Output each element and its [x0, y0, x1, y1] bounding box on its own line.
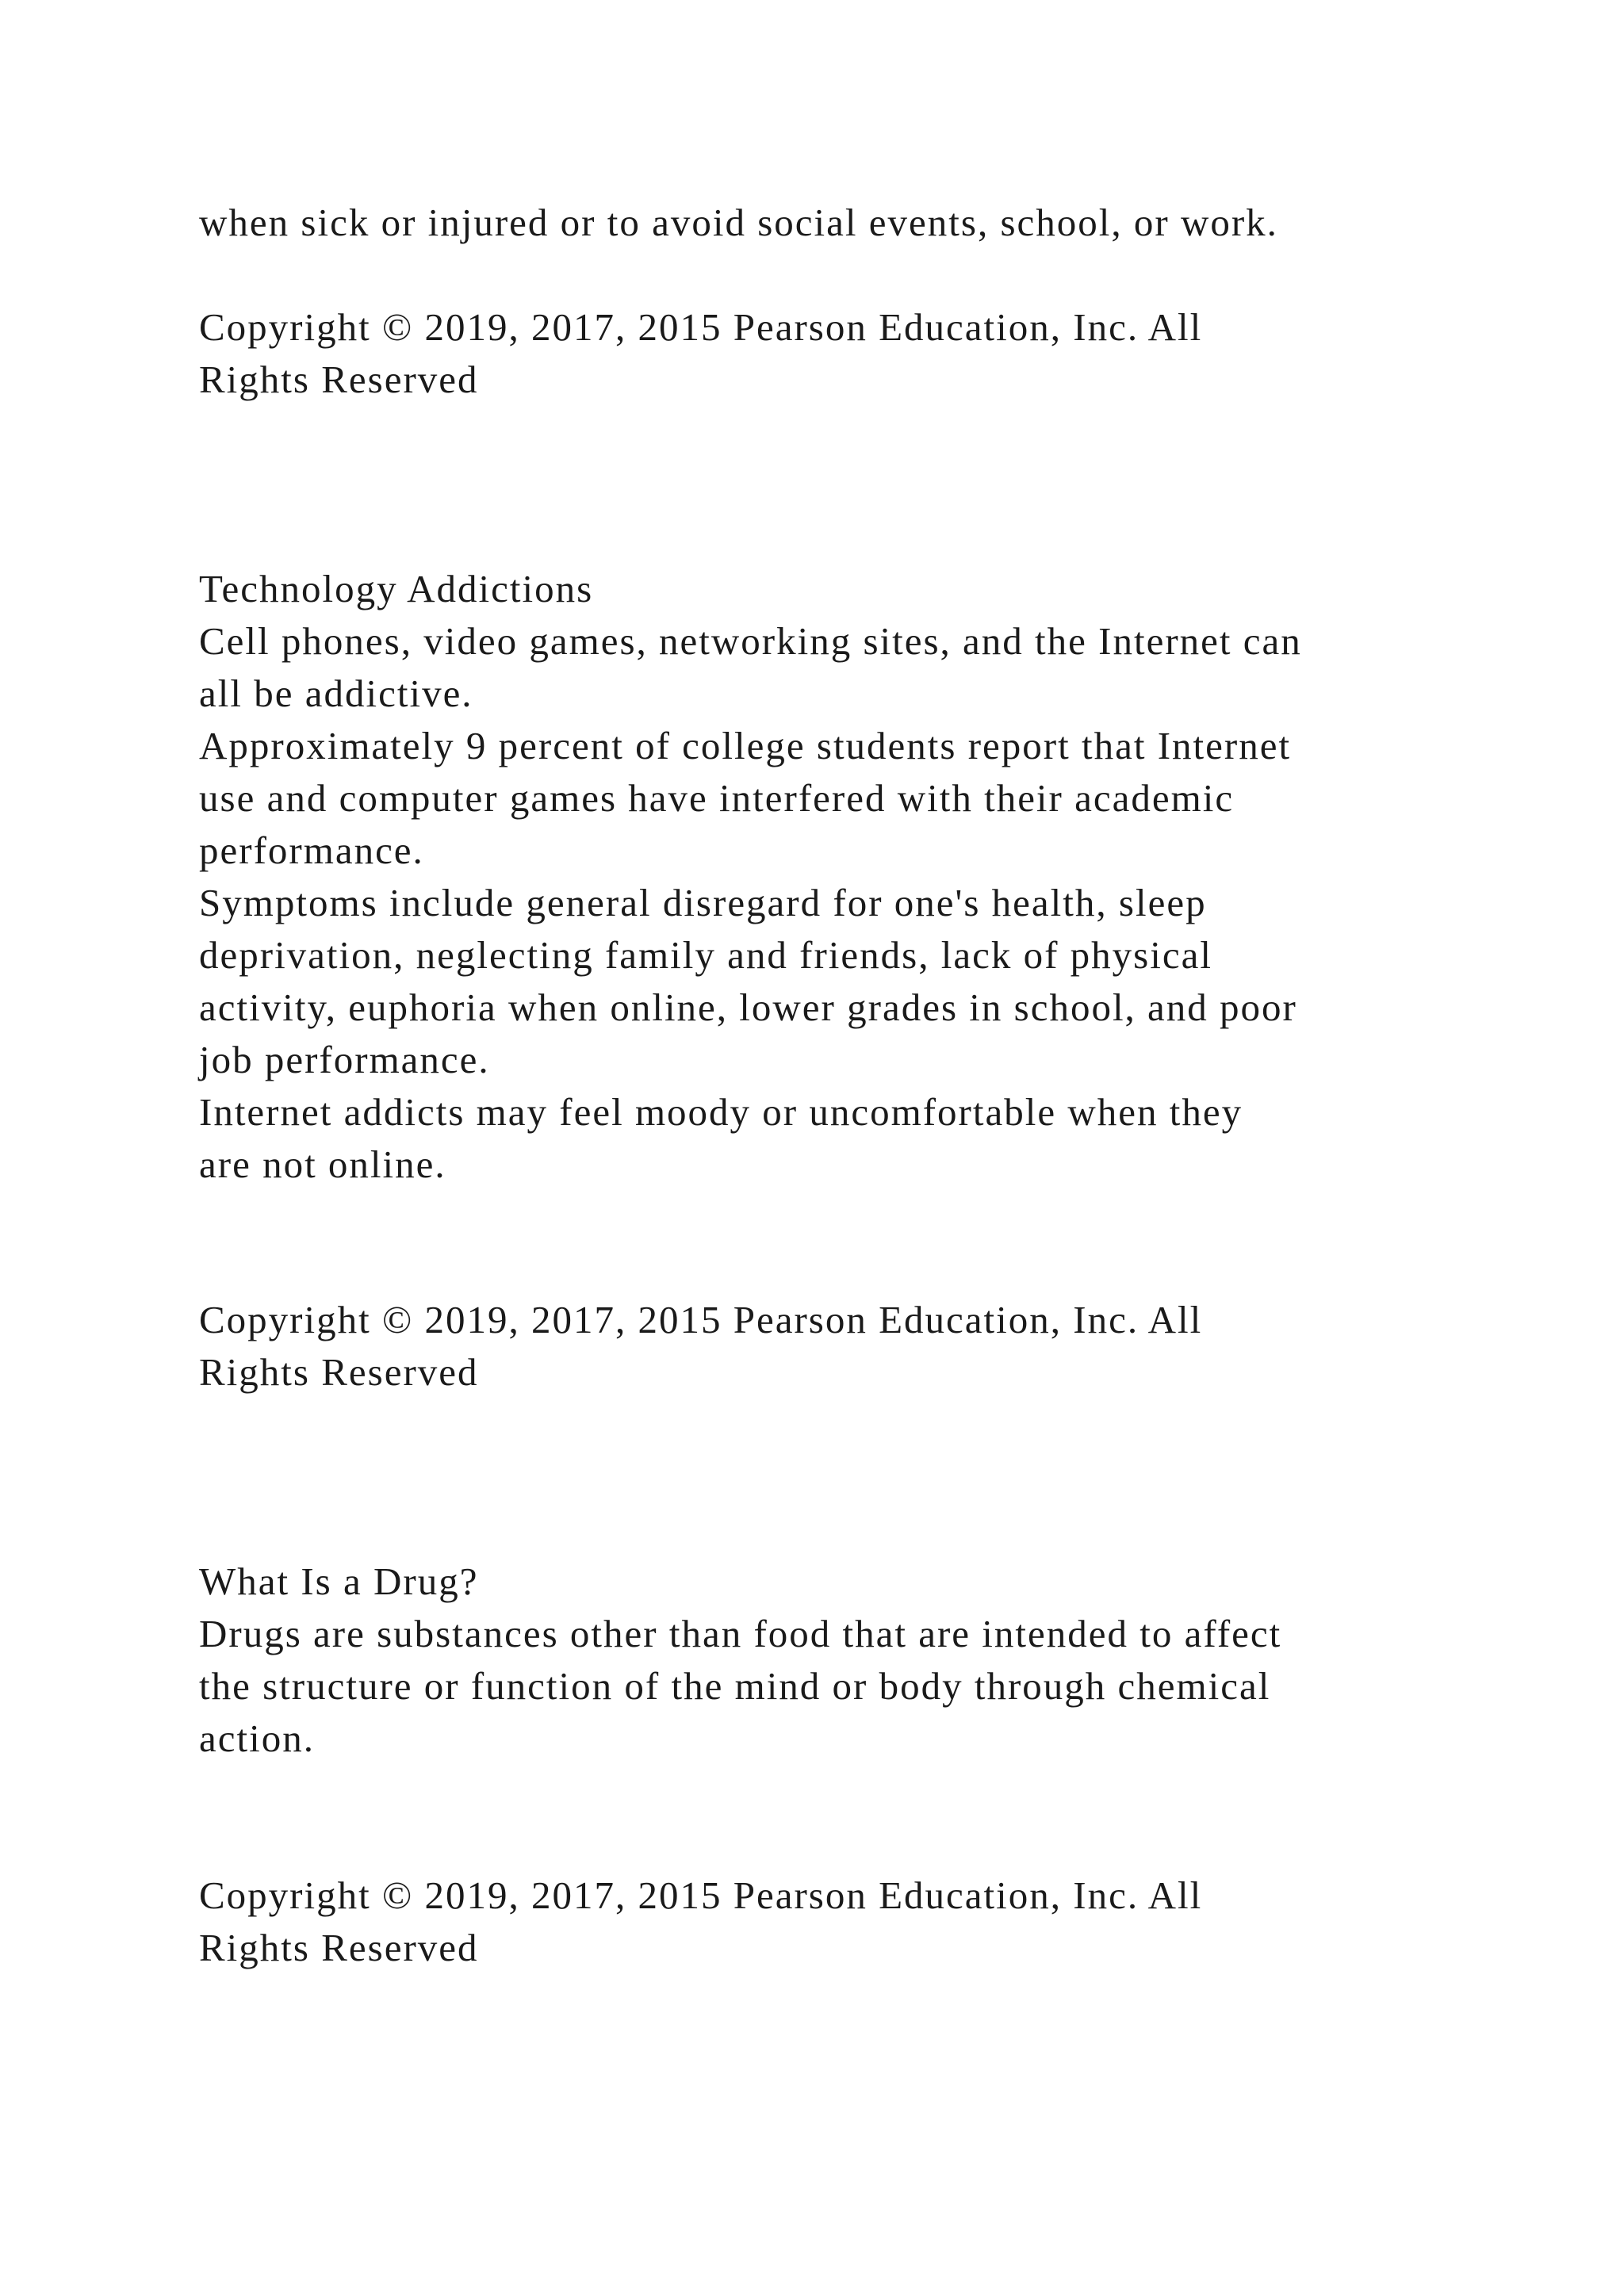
copyright-1-line-2: Rights Reserved: [199, 358, 479, 401]
technology-addictions-heading: Technology Addictions: [199, 567, 594, 610]
drug-text-line-2: the structure or function of the mind or body through chemical: [199, 1664, 1271, 1708]
copyright-3-line-2: Rights Reserved: [199, 1926, 479, 1969]
technology-text-line-7: deprivation, neglecting family and friends, lack of physical: [199, 933, 1212, 977]
technology-text-line-3: Approximately 9 percent of college students report that Internet: [199, 724, 1292, 767]
drug-text-line-3: action.: [199, 1716, 315, 1760]
copyright-2-line-2: Rights Reserved: [199, 1350, 479, 1394]
technology-text-line-4: use and computer games have interfered with their academic: [199, 776, 1235, 820]
continuation-text-line-1: when sick or injured or to avoid social events, school, or work.: [199, 201, 1278, 244]
technology-text-line-6: Symptoms include general disregard for one's health, sleep: [199, 881, 1207, 924]
what-is-a-drug-heading: What Is a Drug?: [199, 1559, 479, 1603]
drug-text-line-1: Drugs are substances other than food that are intended to affect: [199, 1612, 1282, 1655]
copyright-3-line-1: Copyright © 2019, 2017, 2015 Pearson Education, Inc. All: [199, 1873, 1203, 1917]
technology-text-line-2: all be addictive.: [199, 672, 473, 715]
technology-text-line-10: Internet addicts may feel moody or uncomfortable when they: [199, 1090, 1243, 1134]
technology-text-line-5: performance.: [199, 828, 424, 872]
technology-text-line-1: Cell phones, video games, networking sites, and the Internet can: [199, 619, 1302, 663]
copyright-2-line-1: Copyright © 2019, 2017, 2015 Pearson Education, Inc. All: [199, 1298, 1203, 1341]
technology-text-line-9: job performance.: [199, 1038, 490, 1081]
technology-text-line-11: are not online.: [199, 1142, 446, 1186]
copyright-1-line-1: Copyright © 2019, 2017, 2015 Pearson Education, Inc. All: [199, 305, 1203, 349]
technology-text-line-8: activity, euphoria when online, lower grades in school, and poor: [199, 985, 1297, 1029]
